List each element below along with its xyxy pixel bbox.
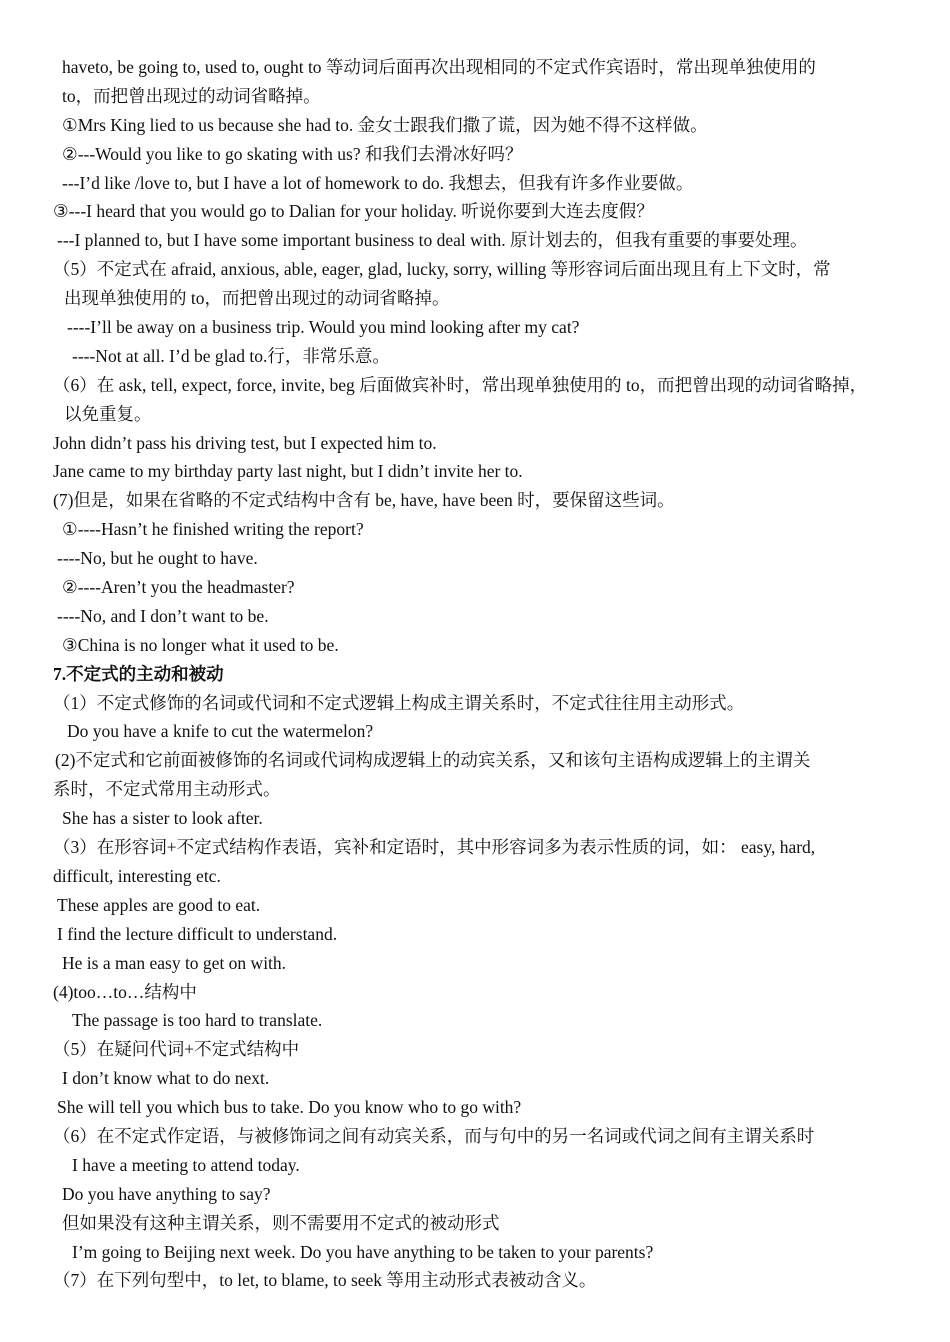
text-line: ②----Aren’t you the headmaster? [62,577,295,598]
text-line: （6）在不定式作定语，与被修饰词之间有动宾关系，而与句中的另一名词或代词之间有主谓关系时 [53,1125,815,1146]
text-line: 但如果没有这种主谓关系，则不需要用不定式的被动形式 [62,1212,500,1233]
document-body [0,53,950,1295]
text-line: I’m going to Beijing next week. Do you have anything to be taken to your parents? [72,1241,654,1262]
text-line: ③China is no longer what it used to be. [62,634,339,655]
text-line: He is a man easy to get on with. [62,952,287,973]
text-line: These apples are good to eat. [57,894,261,915]
text-line: （7）在下列句型中，to let, to blame, to seek 等用主动形式表被动含义。 [53,1270,597,1291]
text-line: ----Not at all. I’d be glad to.行，非常乐意。 [72,345,390,366]
text-line: 系时，不定式常用主动形式。 [53,779,281,800]
text-line: 出现单独使用的 to，而把曾出现过的动词省略掉。 [64,288,450,309]
text-line: (4)too…to…结构中 [53,981,197,1002]
text-line: 以免重复。 [64,403,152,424]
text-line: difficult, interesting etc. [53,865,221,886]
text-line: (2)不定式和它前面被修饰的名词或代词构成逻辑上的动宾关系，又和该句主语构成逻辑上的主谓关 [55,750,811,771]
text-line: （5）在疑问代词+不定式结构中 [53,1039,300,1060]
text-line: John didn’t pass his driving test, but I expected him to. [53,432,437,453]
text-line: Do you have a knife to cut the watermelon? [67,721,374,742]
text-line: （5）不定式在 afraid, anxious, able, eager, glad, lucky, sorry, willing 等形容词后面出现且有上下文时，常 [53,259,831,280]
text-line: ①----Hasn’t he finished writing the report? [62,519,364,540]
text-line: ②---Would you like to go skating with us? 和我们去滑冰好吗？ [62,143,523,164]
text-line: （3）在形容词+不定式结构作表语，宾补和定语时，其中形容词多为表示性质的词，如： easy, hard, [53,837,816,858]
text-line: She will tell you which bus to take. Do you know who to go with? [57,1097,522,1118]
text-line: ----I’ll be away on a business trip. Would you mind looking after my cat? [67,317,580,338]
text-line: She has a sister to look after. [62,808,263,829]
text-line: ---I planned to, but I have some important business to deal with. 原计划去的，但我有重要的事要处理。 [57,230,808,251]
text-line: ----No, but he ought to have. [57,548,258,569]
text-line: The passage is too hard to translate. [72,1010,323,1031]
text-line: I find the lecture difficult to understand. [57,923,338,944]
text-line: ----No, and I don’t want to be. [57,605,269,626]
text-line: Do you have anything to say? [62,1183,271,1204]
text-line: to，而把曾出现过的动词省略掉。 [62,85,321,106]
text-line: （6）在 ask, tell, expect, force, invite, beg 后面做宾补时，常出现单独使用的 to，而把曾出现的动词省略掉， [53,374,868,395]
section-heading: 7.不定式的主动和被动 [53,663,224,684]
text-line: haveto, be going to, used to, ought to 等动词后面再次出现相同的不定式作宾语时，常出现单独使用的 [62,57,816,77]
text-line: （1）不定式修饰的名词或代词和不定式逻辑上构成主谓关系时，不定式往往用主动形式。 [53,692,745,713]
text-line: ---I’d like /love to, but I have a lot of homework to do. 我想去，但我有许多作业要做。 [62,172,694,193]
text-line: (7)但是，如果在省略的不定式结构中含有 be, have, have been 时，要保留这些词。 [53,490,675,511]
text-line: I don’t know what to do next. [62,1068,270,1089]
text-line: Jane came to my birthday party last night, but I didn’t invite her to. [53,461,523,482]
text-line: I have a meeting to attend today. [72,1154,300,1175]
text-line: ①Mrs King lied to us because she had to. 金女士跟我们撒了谎，因为她不得不这样做。 [62,114,708,135]
text-line: ③---I heard that you would go to Dalian for your holiday. 听说你要到大连去度假？ [53,201,654,222]
